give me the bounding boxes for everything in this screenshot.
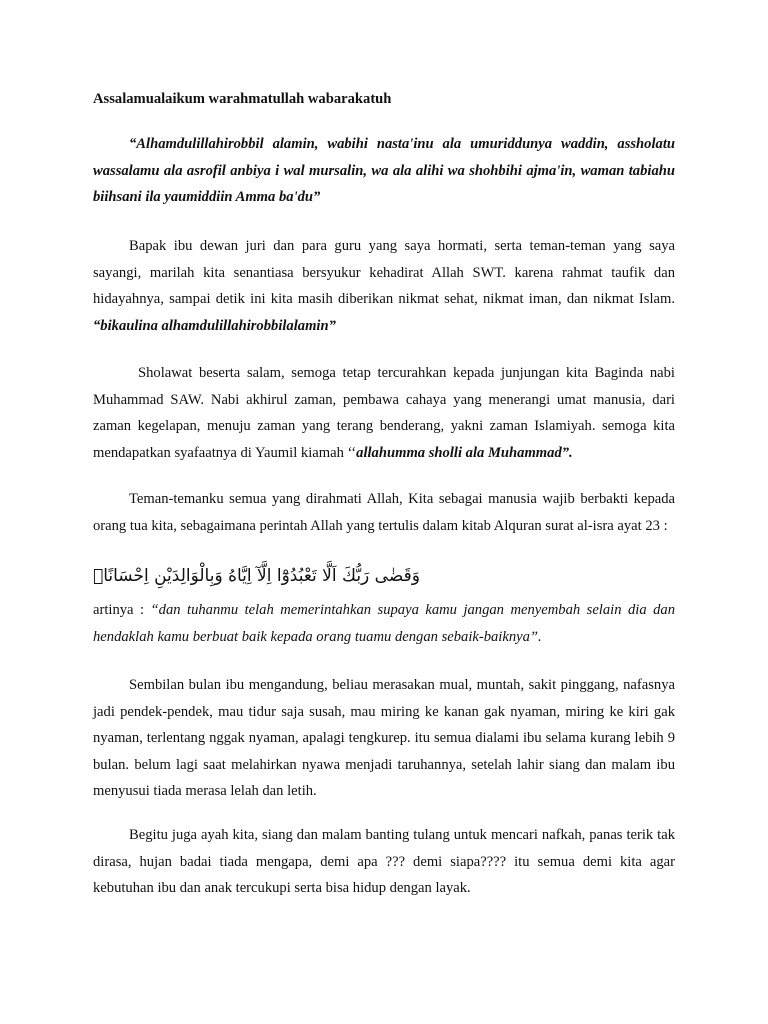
- paragraph-sholawat-quote-open: ‘‘: [347, 444, 357, 461]
- paragraph-mother: Sembilan bulan ibu mengandung, beliau merasakan mual, muntah, sakit pinggang, nafasnya jadi pendek-pendek, mau tidur saja susah, mau miring ke kanan gak nyaman, miring ke kiri gak nyaman, terlentang nggak nyaman, apalagi tengkurep. itu semua dialami ibu selama kurang lebih 9 bulan. belum lagi saat melahirkan nyawa menjadi taruhannya, setelah lahir siang dan malam ibu menyusui tiada merasa lelah dan letih.: [93, 677, 675, 799]
- paragraph-thanks: [93, 233, 675, 339]
- quran-verse: وَقَضٰى رَبُّكَ اَلَّا تَعْبُدُوْٓا اِلَّآ اِيَّاهُ وَبِالْوَالِدَيْنِ اِحْسَانًاۗ: [93, 566, 420, 586]
- paragraph-sholawat-text: Sholawat beserta salam, semoga tetap tercurahkan kepada junjungan kita Baginda nabi Muhammad SAW. Nabi akhirul zaman, pembawa cahaya yang menerangi umat manusia, dari zaman kegelapan, menuju zaman yang terang benderang, yakni zaman Islamiyah. semoga kita mendapatkan syafaatnya di Yaumil kiamah: [93, 365, 675, 461]
- opening-prayer: “Alhamdulillahirobbil alamin, wabihi nasta'inu ala umuriddunya waddin, assholatu wassalamu ala asrofil anbiya i wal mursalin, wa ala alihi wa shohbihi ajma'in, waman tabiahu biihsani ila yaumiddiin Amma ba'du”: [93, 136, 675, 205]
- translation-label: artinya :: [93, 602, 151, 618]
- translation-text: “dan tuhanmu telah memerintahkan supaya kamu jangan menyembah selain dia dan hendaklah kamu berbuat baik kepada orang tuamu dengan sebaik-baiknya”.: [93, 602, 676, 645]
- greeting: Assalamualaikum warahmatullah wabarakatuh: [93, 91, 392, 107]
- paragraph-sholawat-quote: allahumma sholli ala Muhammad”.: [356, 444, 573, 461]
- paragraph-sholawat: [93, 360, 675, 466]
- paragraph-thanks-text: Bapak ibu dewan juri dan para guru yang saya hormati, serta teman-teman yang saya sayangi, marilah kita senantiasa bersyukur kehadirat Allah SWT. karena rahmat taufik dan hidayahnya, sampai detik ini kita masih diberikan nikmat sehat, nikmat iman, dan nikmat Islam.: [93, 238, 675, 307]
- paragraph-thanks-quote: “bikaulina alhamdulillahirobbilalamin”: [93, 317, 336, 334]
- translation: [93, 597, 675, 650]
- paragraph-parents: Teman-temanku semua yang dirahmati Allah, Kita sebagai manusia wajib berbakti kepada orang tua kita, sebagaimana perintah Allah yang tertulis dalam kitab Alquran surat al-isra ayat 23 :: [93, 491, 675, 534]
- paragraph-father: Begitu juga ayah kita, siang dan malam banting tulang untuk mencari nafkah, panas terik tak dirasa, hujan badai tiada mengapa, demi apa ??? demi siapa???? itu semua demi kita agar kebutuhan ibu dan anak tercukupi serta bisa hidup dengan layak.: [93, 827, 675, 896]
